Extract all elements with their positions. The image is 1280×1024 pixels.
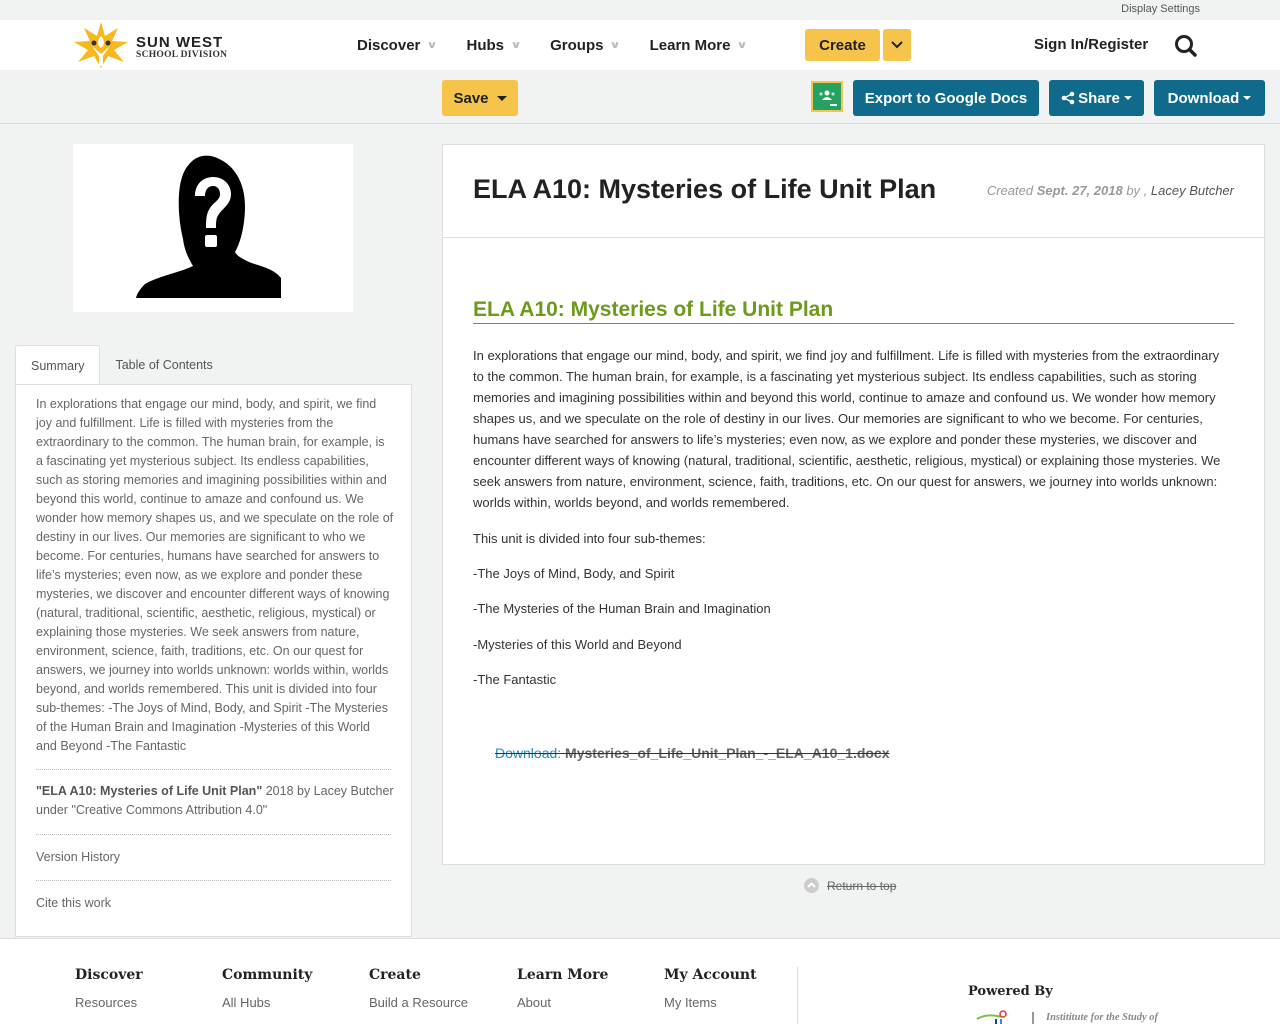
sun-logo-icon: [70, 20, 132, 70]
main-nav: [357, 20, 777, 70]
subthemes-intro: This unit is divided into four sub-themes:: [473, 531, 706, 546]
create-button[interactable]: Create: [805, 29, 880, 61]
footer-col-learn-more: [517, 967, 608, 1010]
footer-col-discover: [75, 967, 143, 1010]
version-history-link[interactable]: Version History: [36, 850, 121, 864]
summary-text: In explorations that engage our mind, body, and spirit, we find joy and fulfillment. Life is filled with mysteries from the extraordinary to the common. The human brain, for example, is a fascinating yet mysterious subject. Its endless capabilities, such as storing memories and imagining possibilities within and beyond this world, continue to amaze and confound us. We wonder how memory shapes us, and we speculate on the role of destiny in our lives. Our memories are significant to who we become. For centuries, humans have searched for answers to life’s mysteries; even now, as we explore and ponder these mysteries, we discover and encounter different ways of knowing (natural, traditional, scientific, aesthetic, religious, mystical) or explaining those mysteries. We seek answers from nature, environment, science, faith, traditions, etc. On our quest for answers, we journey into worlds unknown: worlds within, worlds beyond, and worlds remembered. This unit is divided into four sub-themes: -The Joys of Mind, Body, and Spirit -The Mysteries of the Human Brain and Imagination -Mysteries of this World and Beyond -The Fantastic: [36, 397, 394, 753]
sign-in-register-link[interactable]: Sign In/Register: [1034, 36, 1149, 53]
logo-separator: [1032, 1012, 1034, 1024]
created-by: by ,: [1122, 183, 1151, 198]
resource-thumbnail: [73, 144, 353, 312]
nav-discover-label: Discover: [357, 36, 421, 54]
chevron-up-circle-icon: [804, 878, 819, 893]
download-button[interactable]: [1154, 80, 1265, 116]
logo-line2: SCHOOL DIVISION: [136, 50, 228, 60]
subtheme-item: -The Fantastic: [473, 672, 557, 687]
divider: [36, 880, 391, 881]
tab-summary[interactable]: Summary: [15, 345, 100, 386]
license-text: 2018 by Lacey Butcher under "Creative Commons Attribution 4.0": [36, 784, 394, 817]
divider: [36, 769, 391, 770]
subtheme-item: -The Mysteries of the Human Brain and Imagination: [473, 601, 771, 616]
utility-bar: [0, 0, 1280, 20]
logo-line1: SUN WEST: [136, 34, 224, 51]
created-meta: [987, 183, 1234, 198]
google-classroom-button[interactable]: [811, 81, 843, 112]
share-icon: [1061, 91, 1075, 105]
footer-col-create: [369, 967, 468, 1010]
site-header: [0, 20, 1280, 70]
summary-panel: [15, 384, 412, 937]
nav-hubs[interactable]: [467, 37, 521, 54]
subtheme-item: -Mysteries of this World and Beyond: [473, 637, 682, 652]
author-link[interactable]: Lacey Butcher: [1150, 183, 1234, 198]
share-button[interactable]: [1049, 80, 1144, 116]
sun-west-logo[interactable]: [70, 20, 240, 70]
return-to-top-label: Return to top: [827, 878, 897, 893]
chevron-down-icon: ∨: [426, 39, 439, 51]
created-date: Sept. 27, 2018: [1036, 183, 1123, 198]
footer-heading: Discover: [75, 967, 143, 983]
caret-down-icon: [497, 96, 507, 101]
tab-table-of-contents[interactable]: Table of Contents: [115, 358, 213, 372]
powered-by-label: Powered By: [968, 984, 1053, 999]
footer-heading: Create: [369, 967, 421, 983]
cite-this-work-link[interactable]: Cite this work: [36, 896, 112, 910]
footer-link-my-items[interactable]: My Items: [664, 995, 717, 1010]
footer-link-about[interactable]: About: [517, 995, 551, 1010]
footer-heading: Learn More: [517, 967, 609, 983]
download-attachment: [495, 745, 890, 761]
save-button[interactable]: [442, 80, 518, 116]
nav-hubs-label: Hubs: [466, 36, 504, 54]
footer-link-resources[interactable]: Resources: [75, 995, 138, 1010]
nav-discover[interactable]: [357, 37, 437, 54]
display-settings-link[interactable]: Display Settings: [1121, 3, 1200, 15]
chevron-down-icon: [891, 41, 903, 49]
return-to-top-link[interactable]: [804, 878, 896, 893]
iskme-logo-icon: [975, 1009, 1015, 1024]
divider: [36, 834, 391, 835]
institute-text[interactable]: Instititute for the Study of: [1046, 1012, 1159, 1023]
save-label: Save: [453, 89, 489, 107]
footer-col-community: [222, 967, 312, 1010]
created-prefix: Created: [986, 183, 1037, 198]
caret-down-icon: [1124, 96, 1132, 100]
resource-content: [442, 144, 1265, 865]
footer-link-build-resource[interactable]: Build a Resource: [369, 995, 468, 1010]
footer-heading: My Account: [664, 967, 757, 983]
unknown-person-icon: [73, 144, 353, 312]
chevron-down-icon: ∨: [609, 39, 622, 51]
subtheme-item: -The Joys of Mind, Body, and Spirit: [473, 566, 675, 581]
page-title: ELA A10: Mysteries of Life Unit Plan: [473, 174, 937, 204]
caret-down-icon: [1243, 96, 1251, 100]
nav-learn-more-label: Learn More: [649, 36, 731, 54]
google-classroom-icon: [813, 83, 841, 110]
license-title: "ELA A10: Mysteries of Life Unit Plan": [36, 784, 263, 798]
site-footer: [0, 938, 1280, 1024]
title-area: [443, 145, 1264, 238]
create-dropdown-button[interactable]: [883, 29, 911, 61]
export-google-docs-button[interactable]: Export to Google Docs: [853, 80, 1039, 116]
search-icon[interactable]: [1173, 33, 1199, 59]
sidebar-tabs: [15, 345, 228, 385]
chevron-down-icon: ∨: [510, 39, 522, 51]
download-label-link[interactable]: Download:: [495, 745, 566, 761]
footer-link-all-hubs[interactable]: All Hubs: [222, 995, 271, 1010]
chevron-down-icon: ∨: [736, 39, 749, 51]
nav-groups[interactable]: [550, 36, 622, 54]
footer-divider: [797, 967, 798, 1024]
license-attribution: [36, 782, 396, 820]
resource-toolbar: [0, 70, 1280, 124]
share-label: Share: [1078, 89, 1120, 107]
footer-heading: Community: [222, 967, 313, 983]
download-file-link[interactable]: Mysteries_of_Life_Unit_Plan_-_ELA_A10_1.docx: [565, 745, 890, 761]
intro-paragraph: In explorations that engage our mind, body, and spirit, we find joy and fulfillment. Life is filled with mysteries from the extraordinary to the common. The human brain, for example, is a fascinating yet mysterious subject. Its endless capabilities, such as storing memories and imagining possibilities within and beyond this world, continue to amaze and confound us. We wonder how memory shapes us, and we speculate on the role of destiny in our lives. Our memories are significant to who we become. For centuries, humans have searched for answers to life’s mysteries; even now, as we explore and ponder these mysteries, we discover and encounter different ways of knowing (natural, traditional, scientific, aesthetic, religious, mystical) or explaining those mysteries. We seek answers from nature, environment, science, faith, traditions, etc. On our quest for answers, we journey into worlds unknown: worlds within, worlds beyond, and worlds remembered.: [473, 348, 1221, 510]
nav-learn-more[interactable]: [650, 37, 747, 54]
footer-col-my-account: [664, 967, 757, 1010]
download-label: Download: [1167, 89, 1240, 107]
nav-groups-label: Groups: [550, 36, 604, 54]
section-heading: ELA A10: Mysteries of Life Unit Plan: [473, 298, 1234, 324]
